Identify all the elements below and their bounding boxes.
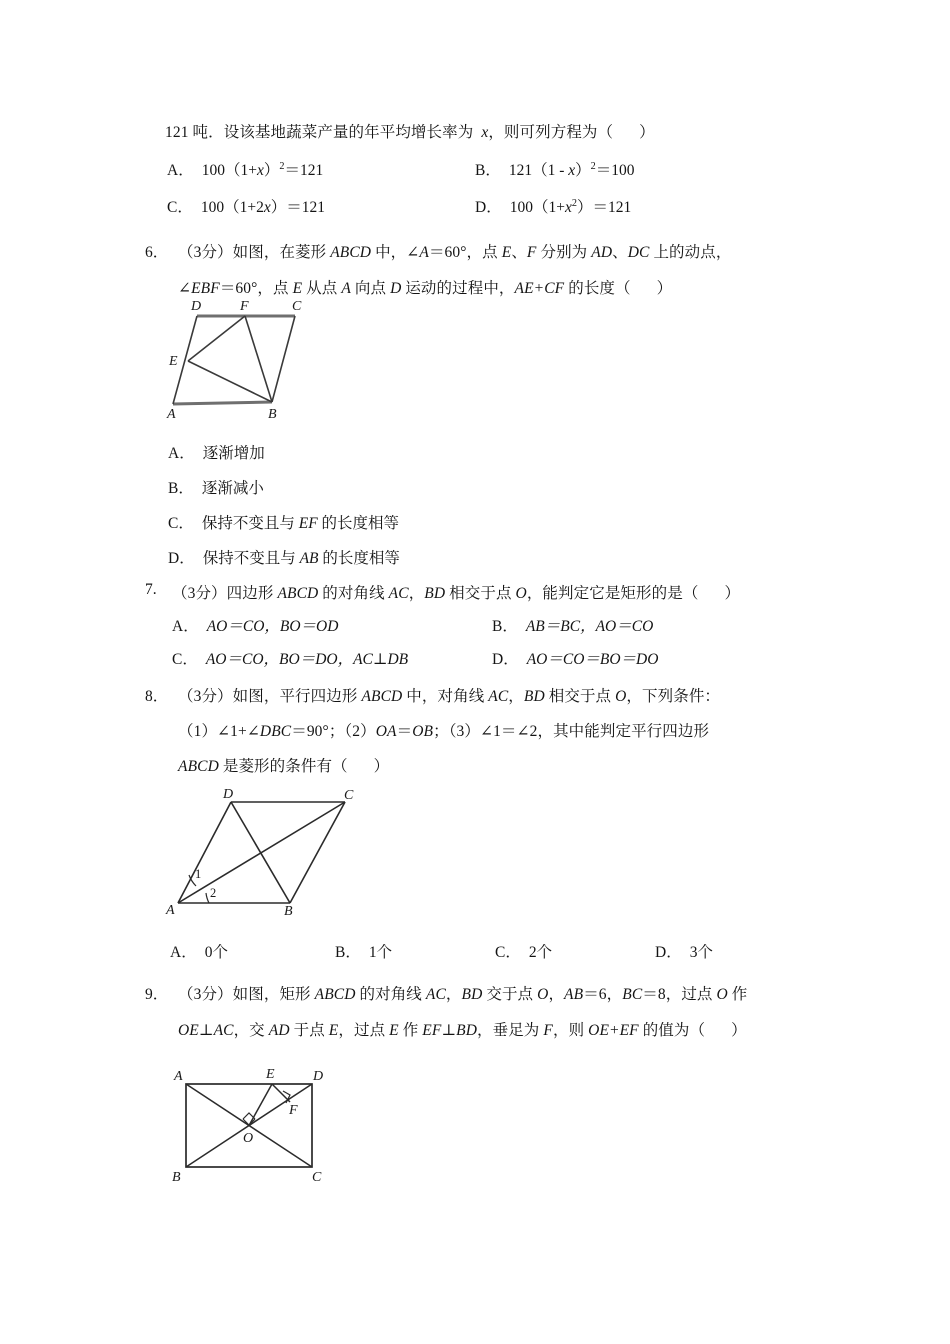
para-label-C: C bbox=[344, 788, 354, 803]
para-label-D: D bbox=[223, 788, 234, 802]
rhombus-label-E: E bbox=[169, 354, 178, 369]
q6-line1: （3分）如图，在菱形 ABCD 中，∠A＝60°，点 E、F 分别为 AD、DC 上的动点， bbox=[178, 244, 732, 261]
para-angle-2: 2 bbox=[210, 886, 217, 900]
q8-option-d[interactable]: D． 3个 bbox=[655, 944, 713, 961]
q9-line2: OE⊥AC，交 AD 于点 E，过点 E 作 EF⊥BD，垂足为 F，则 OE+EF 的值为（ ） bbox=[178, 1022, 747, 1039]
q8-figure bbox=[165, 788, 365, 916]
q8-number: 8． bbox=[145, 688, 169, 705]
q5-var-x: x bbox=[481, 124, 489, 141]
rect-label-D: D bbox=[313, 1069, 324, 1084]
rect-label-F: F bbox=[289, 1103, 298, 1118]
q9-figure bbox=[160, 1062, 340, 1187]
rhombus-label-B: B bbox=[268, 407, 277, 421]
q6-figure bbox=[155, 296, 335, 421]
q6-option-c[interactable]: C． 保持不变且与 EF 的长度相等 bbox=[168, 515, 400, 532]
q9-line1: （3分）如图，矩形 ABCD 的对角线 AC，BD 交于点 O，AB＝6，BC＝8，过点 O 作 bbox=[178, 986, 748, 1003]
q6-option-b[interactable]: B． 逐渐减小 bbox=[168, 480, 264, 497]
q9-number: 9． bbox=[145, 986, 169, 1003]
q7-line1: （3分）四边形 ABCD 的对角线 AC，BD 相交于点 O，能判定它是矩形的是（ ） bbox=[172, 585, 741, 602]
q5-option-b[interactable]: B． 121（1 - x）$^2$＝100 bbox=[475, 160, 635, 179]
rhombus-label-C: C bbox=[292, 299, 302, 314]
q8-line3: ABCD 是菱形的条件有（ ） bbox=[178, 758, 390, 775]
q6-line2: ∠EBF＝60°，点 E 从点 A 向点 D 运动的过程中，AE+CF 的长度（ ） bbox=[178, 280, 673, 297]
q5-option-a[interactable]: A． $100(1+x)^2=121$ bbox=[167, 160, 324, 179]
q7-option-d[interactable]: D． AO＝CO＝BO＝DO bbox=[492, 651, 659, 668]
q7-option-c[interactable]: C． AO＝CO，BO＝DO，AC⊥DB bbox=[172, 651, 409, 668]
q6-option-a[interactable]: A． 逐渐增加 bbox=[168, 445, 265, 462]
q6-option-d[interactable]: D． 保持不变且与 AB 的长度相等 bbox=[168, 550, 400, 567]
para-angle-1: 1 bbox=[195, 867, 202, 881]
q8-option-a[interactable]: A． 0个 bbox=[170, 944, 228, 961]
q6-number: 6． bbox=[145, 244, 169, 261]
q7-number: 7. bbox=[145, 581, 157, 598]
q5-option-c[interactable]: C． 100（1+2x）＝121 bbox=[167, 199, 325, 216]
para-label-B: B bbox=[284, 904, 293, 916]
q7-option-a[interactable]: A． AO＝CO，BO＝OD bbox=[172, 618, 339, 635]
q8-line1: （3分）如图，平行四边形 ABCD 中，对角线 AC，BD 相交于点 O，下列条件： bbox=[178, 688, 721, 705]
rhombus-label-A: A bbox=[167, 407, 176, 421]
q5-stem-post: ，则可列方程为（ bbox=[488, 124, 614, 141]
q5-stem bbox=[165, 120, 655, 145]
q8-line2: （1）∠1+∠DBC＝90°；（2）OA＝OB；（3）∠1＝∠2，其中能判定平行四边形 bbox=[178, 723, 710, 740]
rect-label-B: B bbox=[172, 1170, 181, 1185]
q5-option-d[interactable]: D． $100(1+x^2)=121$ bbox=[475, 197, 632, 216]
rect-label-C: C bbox=[312, 1170, 322, 1185]
para-label-A: A bbox=[166, 903, 175, 916]
rect-label-O: O bbox=[243, 1131, 254, 1146]
q7-option-b[interactable]: B． AB＝BC，AO＝CO bbox=[492, 618, 654, 635]
q5-stem-pre: 121 吨．设该基地蔬菜产量的年平均增长率为 bbox=[165, 124, 474, 141]
q8-option-b[interactable]: B． 1个 bbox=[335, 944, 393, 961]
rect-label-A: A bbox=[174, 1069, 183, 1084]
rhombus-label-D: D bbox=[191, 299, 202, 314]
rect-label-E: E bbox=[266, 1067, 275, 1082]
rhombus-label-F: F bbox=[240, 299, 249, 314]
q8-option-c[interactable]: C． 2个 bbox=[495, 944, 553, 961]
q5-stem-close: ） bbox=[639, 124, 655, 141]
